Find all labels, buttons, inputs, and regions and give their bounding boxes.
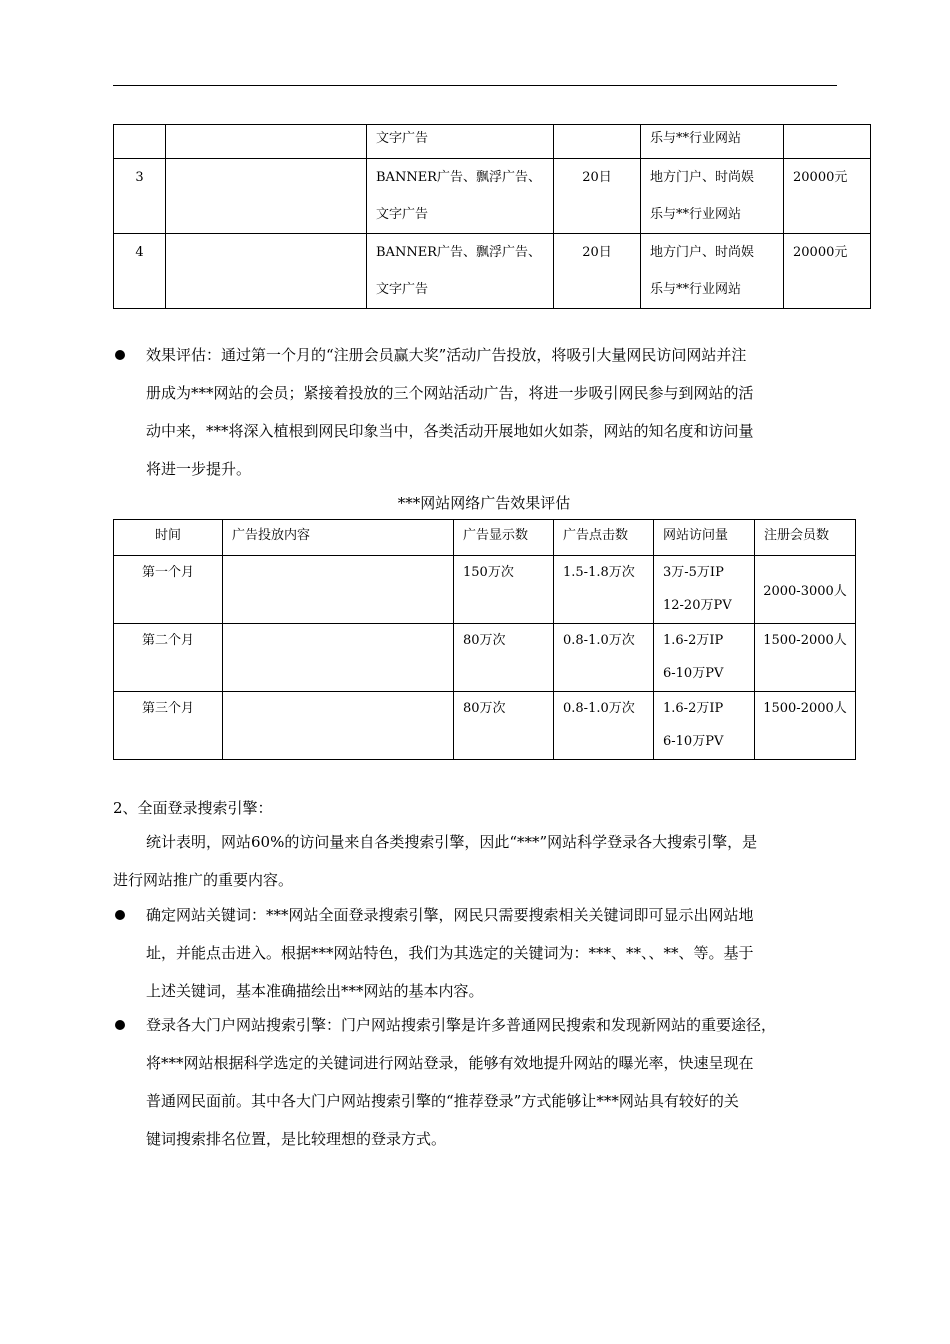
table-row — [114, 125, 871, 159]
portal-line: 键词搜索排名位置，是比较理想的登录方式。 — [146, 1130, 447, 1148]
row-number: 3 — [114, 159, 166, 234]
portal-line: 将***网站根据科学选定的关键词进行网站登录，能够有效地提升网站的曝光率，快速呈现在 — [146, 1054, 754, 1072]
portal-line: 登录各大门户网站搜索引擎：门户网站搜索引擎是许多普通网民搜索和发现新网站的重要途径， — [146, 1016, 777, 1034]
effect-table — [113, 519, 856, 760]
table-row — [114, 624, 856, 692]
row-shows: 80万次 — [454, 692, 554, 760]
portal-line: 普通网民面前。其中各大门户网站搜索引擎的“推荐登录”方式能够让***网站具有较好的关 — [146, 1092, 739, 1110]
ad-price — [784, 125, 871, 159]
effect-line: 册成为***网站的会员；紧接着投放的三个网站活动广告，将进一步吸引网民参与到网站的活 — [146, 384, 754, 402]
row-members: 2000-3000人 — [755, 556, 856, 624]
keyword-line: 确定网站关键词：***网站全面登录搜索引擎，网民只需要搜索相关关键词即可显示出网站地 — [146, 906, 754, 924]
row-time: 第一个月 — [114, 556, 223, 624]
ad-site: 地方门户、时尚娱 乐与**行业网站 — [641, 159, 784, 234]
ad-site: 地方门户、时尚娱 乐与**行业网站 — [641, 234, 784, 309]
blank-cell — [166, 159, 367, 234]
ad-days — [554, 125, 641, 159]
bullet-icon — [115, 1020, 125, 1030]
header-content: 广告投放内容 — [223, 520, 454, 556]
table-row — [114, 556, 856, 624]
row-time: 第二个月 — [114, 624, 223, 692]
row-time: 第三个月 — [114, 692, 223, 760]
row-number — [114, 125, 166, 159]
ad-type: BANNER广告、飘浮广告、 文字广告 — [367, 234, 554, 309]
table-row — [114, 692, 856, 760]
blank-cell — [166, 234, 367, 309]
header-time: 时间 — [114, 520, 223, 556]
row-number: 4 — [114, 234, 166, 309]
row-members: 1500-2000人 — [755, 624, 856, 692]
keyword-line: 上述关键词，基本准确描绘出***网站的基本内容。 — [146, 982, 484, 1000]
row-clicks: 1.5-1.8万次 — [554, 556, 654, 624]
header-shows: 广告显示数 — [454, 520, 554, 556]
table-row — [114, 159, 871, 234]
ad-days: 20日 — [554, 159, 641, 234]
row-content — [223, 556, 454, 624]
header-members: 注册会员数 — [755, 520, 856, 556]
ad-schedule-table — [113, 124, 871, 309]
table-row — [114, 234, 871, 309]
effect-line: 效果评估：通过第一个月的“注册会员赢大奖”活动广告投放，将吸引大量网民访问网站并注 — [146, 346, 747, 364]
row-shows: 150万次 — [454, 556, 554, 624]
ad-type: BANNER广告、飘浮广告、 文字广告 — [367, 159, 554, 234]
row-visits: 3万-5万IP 12-20万PV — [654, 556, 755, 624]
ad-site: 乐与**行业网站 — [641, 125, 784, 159]
table-header-row — [114, 520, 856, 556]
table-caption: ***网站网络广告效果评估 — [397, 494, 571, 512]
row-clicks: 0.8-1.0万次 — [554, 692, 654, 760]
intro-line: 统计表明，网站60%的访问量来自各类搜索引擎，因此“***”网站科学登录各大搜索引擎，是 — [146, 833, 758, 851]
blank-cell — [166, 125, 367, 159]
ad-type: 文字广告 — [367, 125, 554, 159]
bullet-icon — [115, 910, 125, 920]
keyword-line: 址，并能点击进入。根据***网站特色，我们为其选定的关键词为：***、**、、**、等。基于 — [146, 944, 754, 962]
ad-days: 20日 — [554, 234, 641, 309]
row-content — [223, 624, 454, 692]
row-visits: 1.6-2万IP 6-10万PV — [654, 692, 755, 760]
row-content — [223, 692, 454, 760]
section-heading: 2、全面登录搜索引擎： — [113, 799, 273, 817]
effect-line: 动中来，***将深入植根到网民印象当中，各类活动开展地如火如荼，网站的知名度和访问量 — [146, 422, 754, 440]
row-clicks: 0.8-1.0万次 — [554, 624, 654, 692]
row-shows: 80万次 — [454, 624, 554, 692]
ad-price: 20000元 — [784, 234, 871, 309]
intro-line: 进行网站推广的重要内容。 — [113, 871, 294, 889]
row-visits: 1.6-2万IP 6-10万PV — [654, 624, 755, 692]
bullet-icon — [115, 350, 125, 360]
header-visits: 网站访问量 — [654, 520, 755, 556]
header-rule — [113, 85, 837, 86]
header-clicks: 广告点击数 — [554, 520, 654, 556]
effect-line: 将进一步提升。 — [146, 460, 252, 478]
row-members: 1500-2000人 — [755, 692, 856, 760]
ad-price: 20000元 — [784, 159, 871, 234]
